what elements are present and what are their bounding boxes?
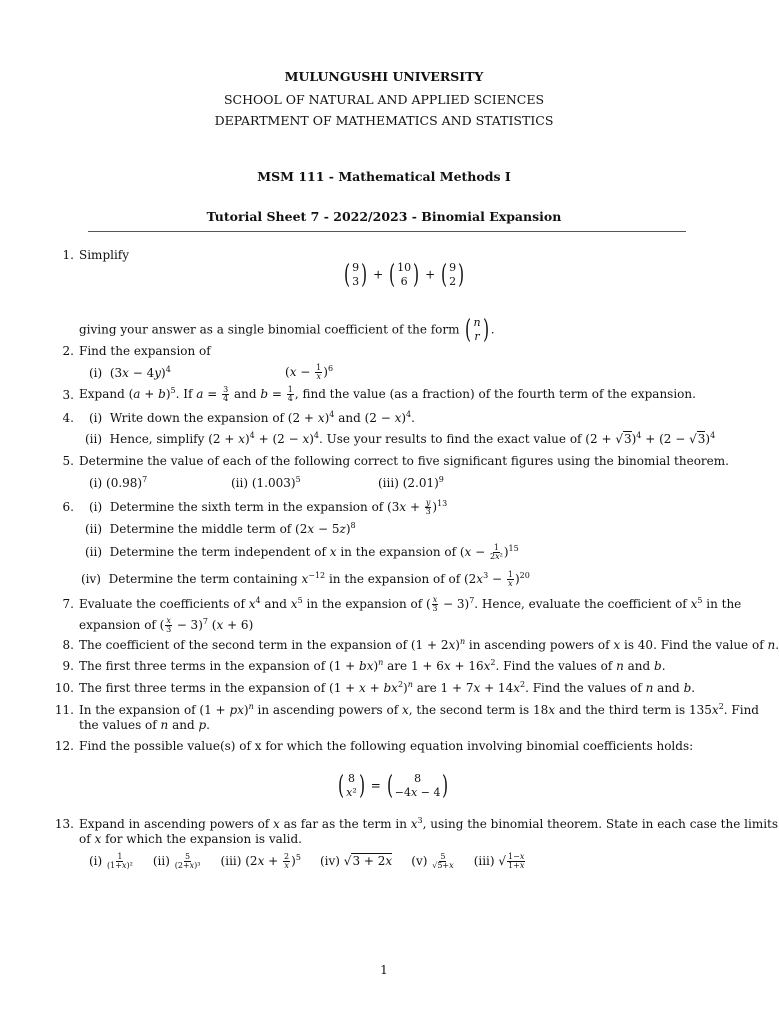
university-name: MULUNGUSHI UNIVERSITY: [284, 69, 484, 84]
q3-text: Expand $(a + b)^5$. If a = $\frac{3}{4}$ and b = $\frac{1}{4}$ , find the value (as a fraction) of the fourth term of the expansion.: [79, 385, 696, 403]
q12-text: Find the possible value(s) of x for which the following equation involving binomial coefficients holds:: [79, 739, 694, 753]
q13-line2: of x for which the expansion is valid.: [79, 832, 302, 846]
q5-item-iii: (iii) $(2.01)^9$: [378, 475, 444, 490]
q7-line2: expansion of ( $\frac{x}{3}$ − 3)$^7$ (x + 6): [79, 616, 254, 634]
q9-number: 9.: [62, 659, 74, 673]
q7-number: 7.: [62, 597, 74, 611]
q3-number: 3.: [62, 388, 74, 402]
q11-line2: the values of n and p.: [79, 718, 210, 732]
q6-item-i: (i) Determine the sixth term in the expansion of (3x + $\frac{y}{3}$ )$^{13}$: [89, 498, 448, 516]
q9-text: The first three terms in the expansion of (1 + bx)$^n$ are $1 + 6x + 16x^2$. Find the values of n and b.: [79, 658, 666, 673]
header-rule: [88, 231, 686, 232]
q6-number: 6.: [62, 500, 74, 514]
q11-number: 11.: [54, 703, 74, 717]
course-title: MSM 111 - Mathematical Methods I: [257, 169, 511, 184]
q1-tail: giving your answer as a single binomial coefficient of the form ( n r ) .: [79, 314, 495, 345]
q12-number: 12.: [54, 739, 74, 753]
q4-item-i: (i) Write down the expansion of $(2 + x)^4$ and $(2 - x)^4$.: [89, 410, 415, 425]
q1-number: 1.: [62, 248, 74, 262]
q13-number: 13.: [54, 817, 74, 831]
q11-line1: In the expansion of (1 + px)$^n$ in ascending powers of x, the second term is 18x and the third term is $135x^2$. Find: [79, 702, 759, 717]
q2-item-i: (i) $(3x - 4y)^4$: [89, 365, 171, 380]
q12-equation: ( 8 x² ) = ( 8 −4x − 4 ): [338, 770, 449, 801]
q6-item-iv: (iv) Determine the term containing $x^{-12}$ in the expansion of of ($2x^3$ − $\frac{1}{x}$ )$^{20}$: [81, 570, 530, 588]
department-name: DEPARTMENT OF MATHEMATICS AND STATISTICS: [214, 113, 554, 128]
q5-text: Determine the value of each of the following correct to five significant figures using the binomial theorem.: [79, 454, 729, 468]
page-number: 1: [380, 963, 388, 977]
q4-number: 4.: [62, 411, 74, 425]
q13-line1: Expand in ascending powers of x as far as the term in $x^3$, using the binomial theorem. State in each case the limits: [79, 816, 779, 831]
q13-items: (i) $\frac{1}{\text{(1+x)²}}$ (ii) $\frac{5}{\text{(2+x)³}}$ (iii) (2x + $\frac{2}{x}$ )$^5$ (iv) √ 3 + 2x (v) $\frac{5}{√5+x}$ (iii) √ $\frac{1-x}{1+x}$: [89, 853, 526, 870]
school-name: SCHOOL OF NATURAL AND APPLIED SCIENCES: [223, 92, 545, 107]
q8-number: 8.: [62, 638, 74, 652]
q7-line1: Evaluate the coefficients of $x^4$ and $x^5$ in the expansion of ( $\frac{x}{3}$ − 3)$^7$. Hence, evaluate the coefficient of $x^5$ in the: [79, 595, 742, 613]
q6-item-iii: (ii) Determine the term independent of x in the expansion of (x − $\frac{1}{\text{2x²}}$ )$^{15}$: [85, 543, 519, 561]
q5-number: 5.: [62, 454, 74, 468]
q1-expression: ( 9 3 ) + ( 10 6 ) + ( 9 2 ): [344, 259, 465, 290]
q2-number: 2.: [62, 344, 74, 358]
tutorial-title: Tutorial Sheet 7 - 2022/2023 - Binomial Expansion: [206, 209, 562, 224]
q10-text: The first three terms in the expansion of $(1 + x + bx^2)^n$ are $1 + 7x + 14x^2$. Find the values of n and b.: [79, 680, 696, 695]
q5-item-ii: (ii) $(1.003)^5$: [231, 475, 301, 490]
q8-text: The coefficient of the second term in the expansion of $(1 + 2x)^n$ in ascending powers of x is 40. Find the value of n.: [79, 637, 779, 652]
q10-number: 10.: [54, 681, 74, 695]
q1-text: Simplify: [79, 248, 130, 262]
q2-item-ii: (x − $\frac{1}{x}$ )$^6$: [285, 363, 334, 381]
q2-text: Find the expansion of: [79, 344, 211, 358]
q4-item-ii: (ii) Hence, simplify $(2 + x)^4 + (2 - x)^4$. Use your results to find the exact value of (2 + √ 3)$^4$ + (2 − √ 3)$^4$: [85, 432, 715, 446]
q6-item-ii: (ii) Determine the middle term of $(2x - 5z)^8$: [85, 521, 356, 536]
q5-item-i: (i) $(0.98)^7$: [89, 475, 148, 490]
